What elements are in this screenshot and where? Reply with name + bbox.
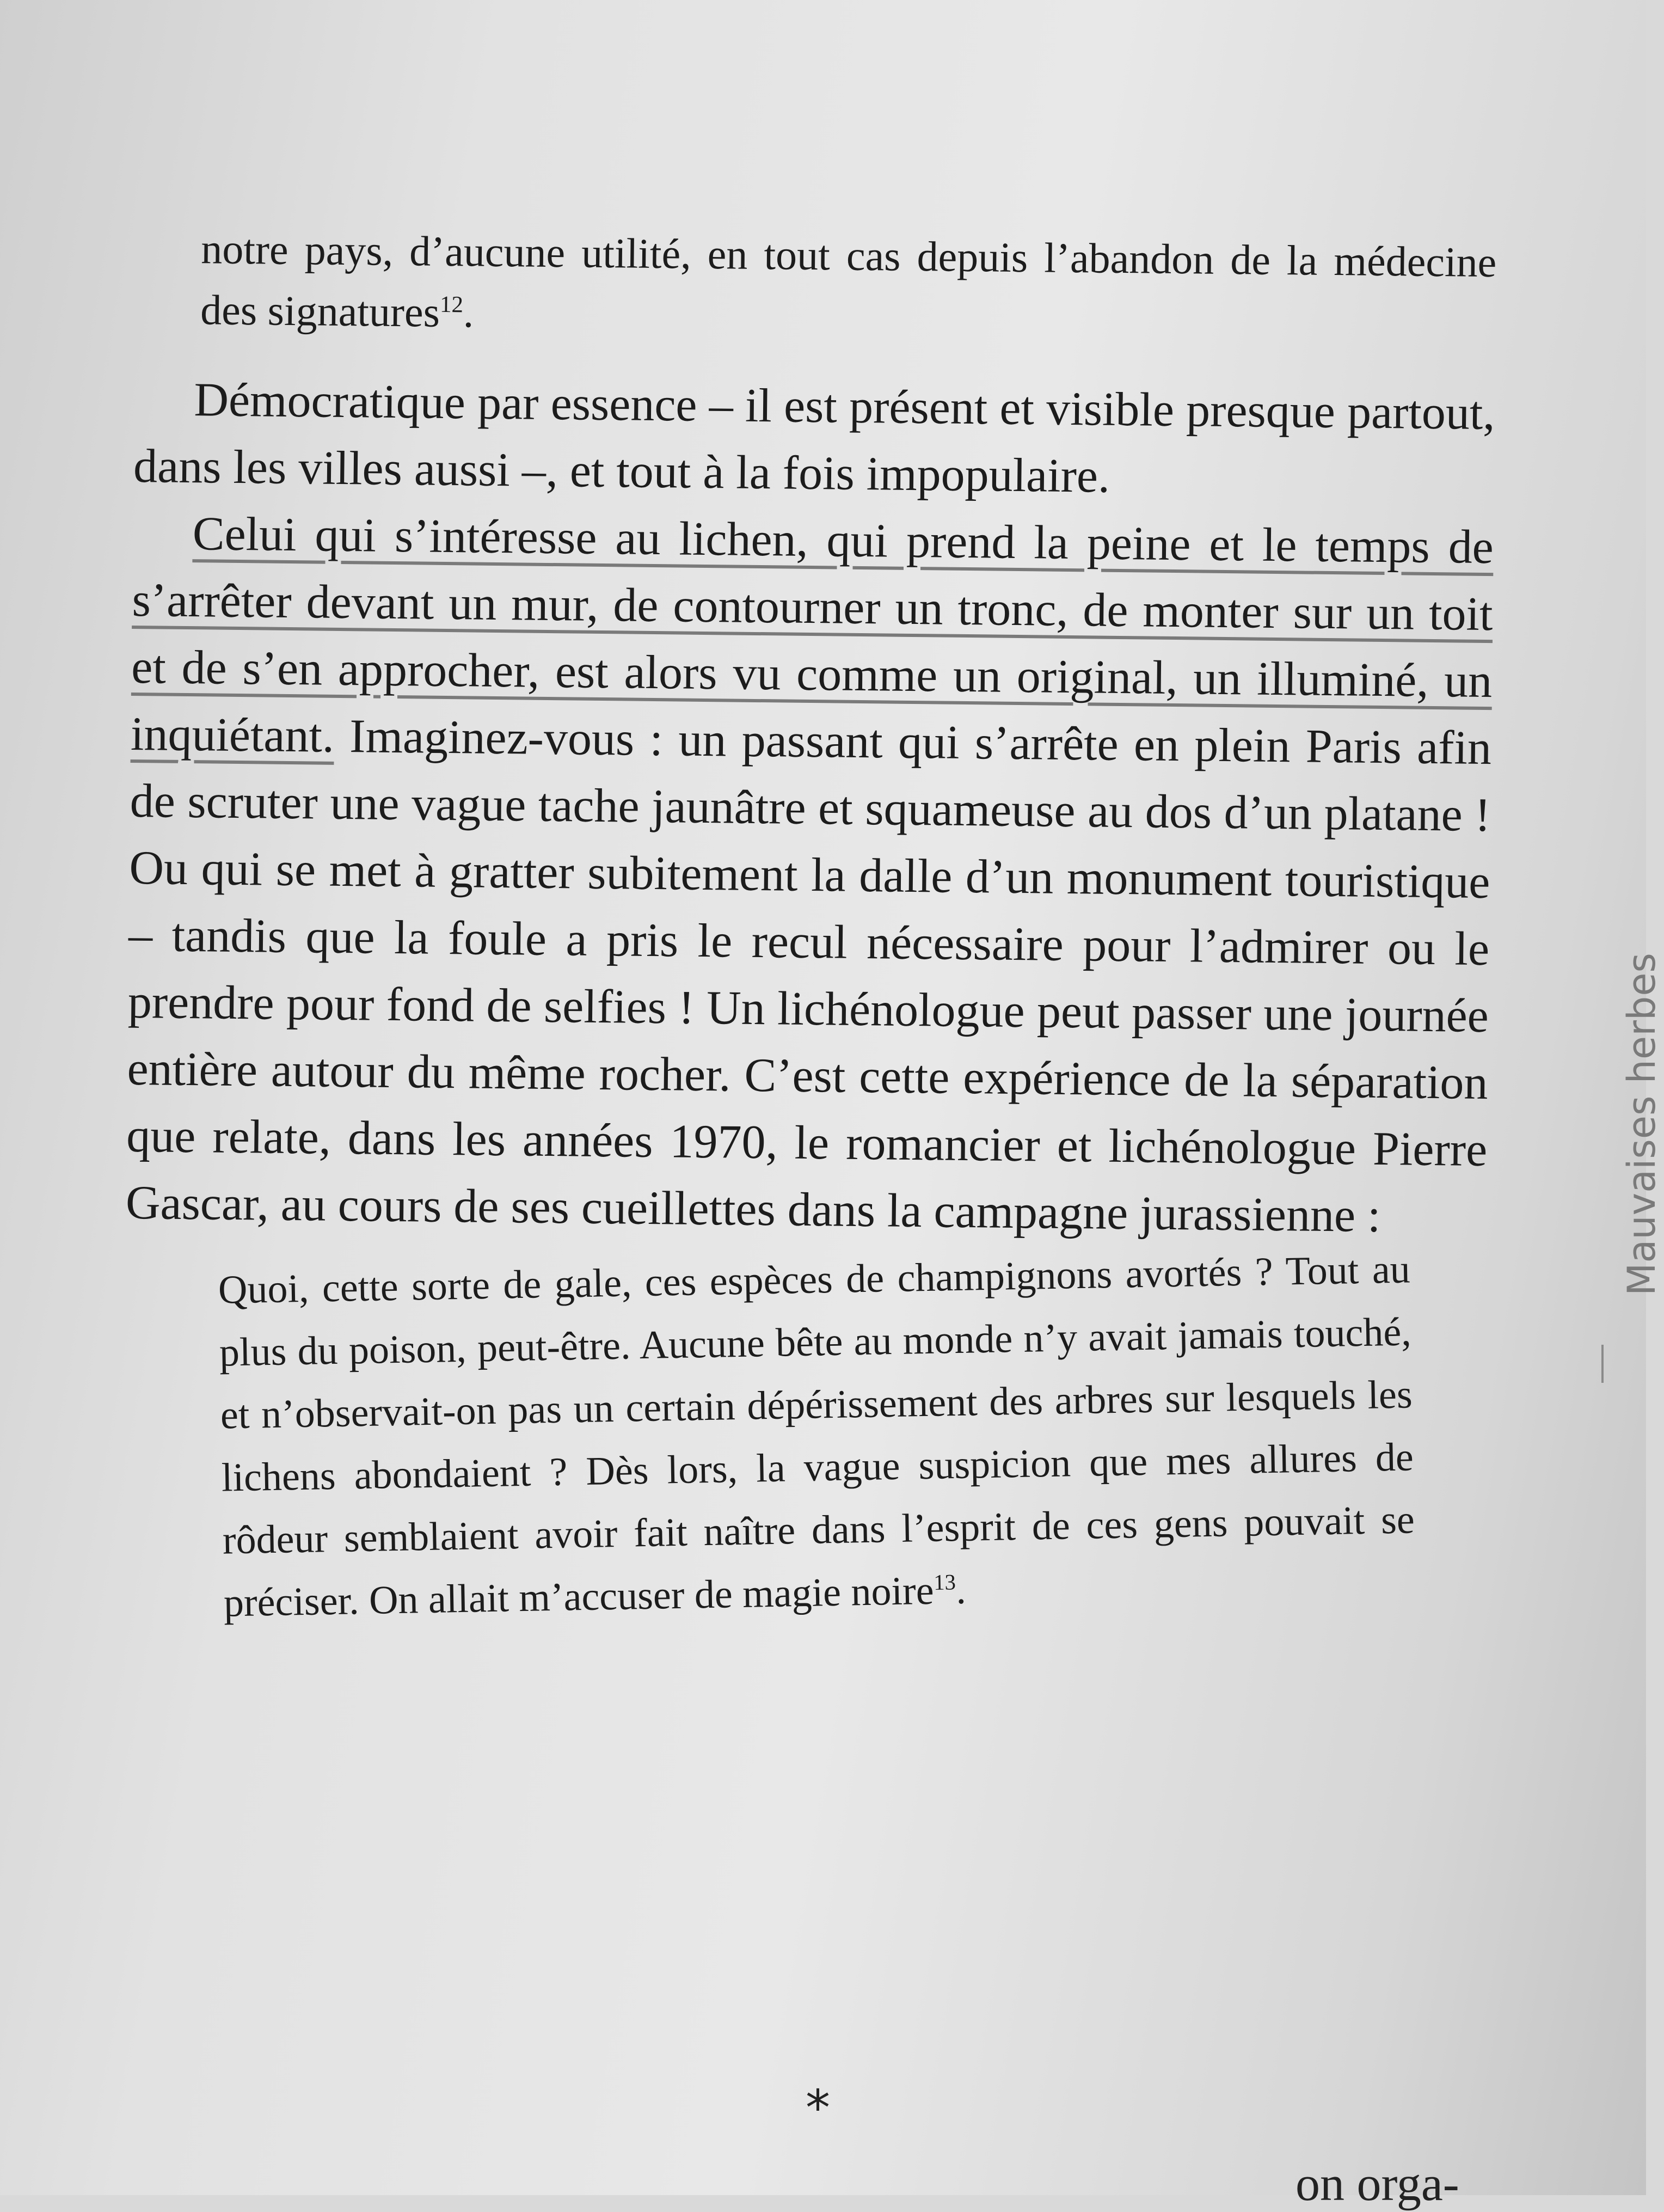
lead-period: . <box>463 289 474 336</box>
footnote-ref-12: 12 <box>439 291 464 318</box>
next-line-fragment: on orga- <box>1295 2157 1459 2211</box>
continued-paragraph <box>135 218 1497 354</box>
lead-text: notre pays, d’aucune utilité, en tout cas depuis l’abandon de la médecine des signatures <box>200 225 1497 336</box>
block-quote <box>218 1238 1416 1634</box>
quote-period: . <box>955 1567 967 1613</box>
running-head-divider <box>1601 1345 1604 1383</box>
paragraph-democratique: Démocratique par essence – il est présent et visible presque partout, dans les villes aussi –, et tout à la fois impopulaire. <box>133 373 1495 503</box>
footnote-ref-13: 13 <box>933 1570 956 1595</box>
section-separator: * <box>806 2080 830 2137</box>
pencil-marked-passage: Celui qui s’intéresse au lichen, qui prend la peine et le temps de s’arrêter devant un mur, de contourner un tronc, de monter sur un toit et de s’en approcher, est alors vu comme un original, un illuminé, un inquiétant. <box>130 507 1494 763</box>
running-head: Mauvaises herbes <box>1619 953 1664 1296</box>
body-text <box>121 218 1497 1648</box>
paragraph-lichen <box>125 500 1494 1251</box>
paragraph-lichen-rest: Imaginez-vous : un passant qui s’arrête en plein Paris afin de scruter une vague tache jaunâtre et squameuse au dos d’un platane ! Ou qui se met à gratter subitement la dalle d’un monument touristique – tandis que la foule a pris le recul nécessaire pour l’admirer ou le prendre pour fond de selfies ! Un lichénologue peut passer une journée entière autour du même rocher. C’est cette expérience de la séparation que relate, dans les années 1970, le romancier et lichénologue Pierre Gascar, au cours de ses cueillettes dans la campagne jurassienne : <box>125 710 1492 1243</box>
quote-text: Quoi, cette sorte de gale, ces espèces de champignons avortés ? Tout au plus du poison, peut-être. Aucune bête au monde n’y avait jamais touché, et n’observait-on pas un certain dépérissement des arbres sur lesquels les lichens abondaient ? Dès lors, la vague suspicion que mes allures de rôdeur semblaient avoir fait naître dans l’esprit de ces gens pouvait se préciser. On allait m’accuser de magie noire <box>218 1247 1415 1626</box>
